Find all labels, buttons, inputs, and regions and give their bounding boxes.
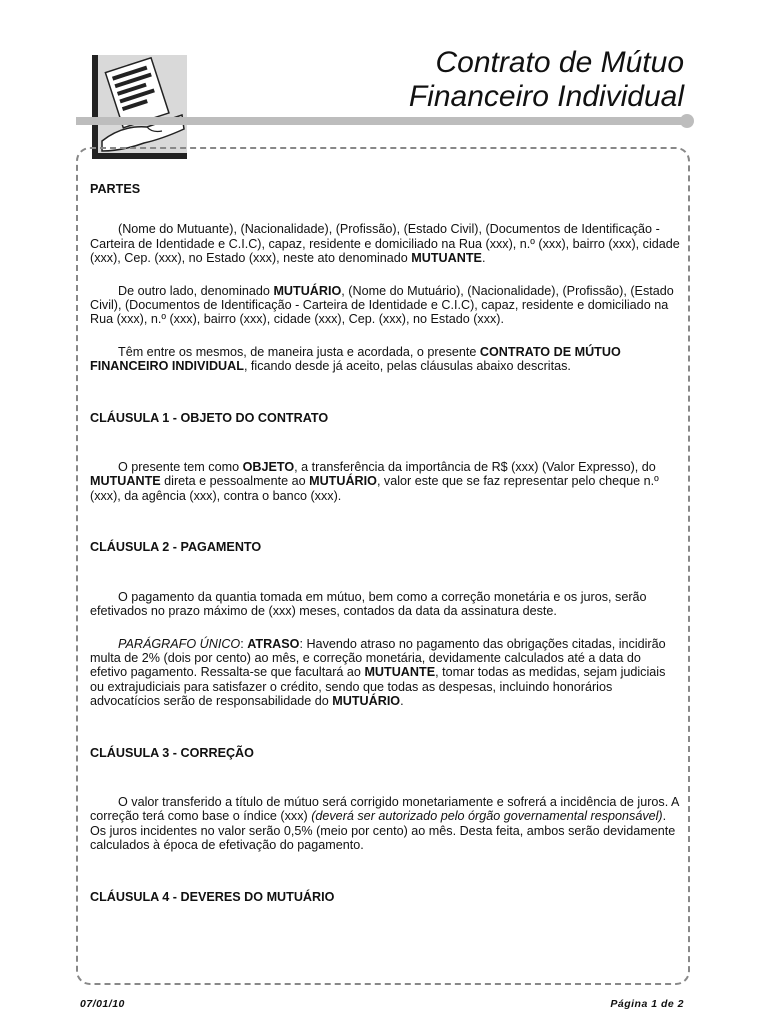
section-heading-clausula-1: CLÁUSULA 1 - OBJETO DO CONTRATO — [90, 410, 329, 425]
clausula-2-paragraph-2: PARÁGRAFO ÚNICO: ATRASO: Havendo atraso no pagamento das obrigações citadas, incidirão multa de 2% (dois por cento) ao mês, e correção monetária, devidamente calculados até a data do efetivo pagamento. Ressalta-se que facultará ao MUTUANTE, tomar todas as medidas, sejam judiciais ou extrajudiciais para satisfazer o crédito, sendo que todas as despesas, incluindo honorários advocatícios serão de responsabilidade do MUTUÁRIO. — [90, 636, 666, 709]
partes-paragraph-2: De outro lado, denominado MUTUÁRIO, (Nome do Mutuário), (Nacionalidade), (Profissão), (Estado Civil), (Documentos de Identificação - Carteira de Identidade e C.I.C), capaz, residente e domiciliado na Rua (xxx), n.º (xxx), bairro (xxx), cidade (xxx), Cep. (xxx), no Estado (xxx). — [90, 283, 674, 327]
title-line-2: Financeiro Individual — [408, 80, 684, 113]
section-heading-clausula-3: CLÁUSULA 3 - CORREÇÃO — [90, 745, 254, 760]
clausula-1-paragraph-1: O presente tem como OBJETO, a transferência da importância de R$ (xxx) (Valor Expresso), do MUTUANTE direta e pessoalmente ao MUTUÁRIO, valor este que se faz representar pelo cheque n.º (xxx), da agência (xxx), contra o banco (xxx). — [90, 460, 659, 503]
footer-page-number: Página 1 de 2 — [610, 998, 684, 1010]
partes-paragraph-3: Têm entre os mesmos, de maneira justa e acordada, o presente CONTRATO DE MÚTUO FINANCEIRO INDIVIDUAL, ficando desde já aceito, pelas cláusulas abaixo descritas. — [90, 344, 621, 374]
header-rule — [76, 117, 686, 125]
clausula-2-paragraph-1: O pagamento da quantia tomada em mútuo, bem como a correção monetária e os juros, serão efetivados no prazo máximo de (xxx) meses, contados da data da assinatura deste. — [90, 589, 647, 619]
contract-body — [90, 182, 680, 904]
clausula-3-paragraph-1: O valor transferido a título de mútuo será corrigido monetariamente e sofrerá a incidência de juros. A correção terá como base o índice (xxx) (deverá ser autorizado pelo órgão governamental responsável). Os juros incidentes no valor serão 0,5% (meio por cento) ao mês. Desta feita, ambos serão devidamente calculados à época de efetivação do pagamento. — [90, 794, 679, 853]
footer-date: 07/01/10 — [80, 998, 125, 1010]
document-hand-icon — [92, 55, 187, 159]
section-heading-clausula-4: CLÁUSULA 4 - DEVERES DO MUTUÁRIO — [90, 889, 335, 904]
partes-paragraph-1: (Nome do Mutuante), (Nacionalidade), (Profissão), (Estado Civil), (Documentos de Identificação - Carteira de Identidade e C.I.C), capaz, residente e domiciliado na Rua (xxx), n.º (xxx), bairro (xxx), cidade (xxx), Cep. (xxx), no Estado (xxx), neste ato denominado MUTUANTE. — [90, 222, 680, 266]
page-title — [409, 46, 684, 114]
title-line-1: Contrato de Mútuo — [435, 46, 684, 79]
section-heading-clausula-2: CLÁUSULA 2 - PAGAMENTO — [90, 540, 262, 555]
header-rule-cap — [680, 114, 694, 128]
section-heading-partes: PARTES — [90, 182, 141, 196]
